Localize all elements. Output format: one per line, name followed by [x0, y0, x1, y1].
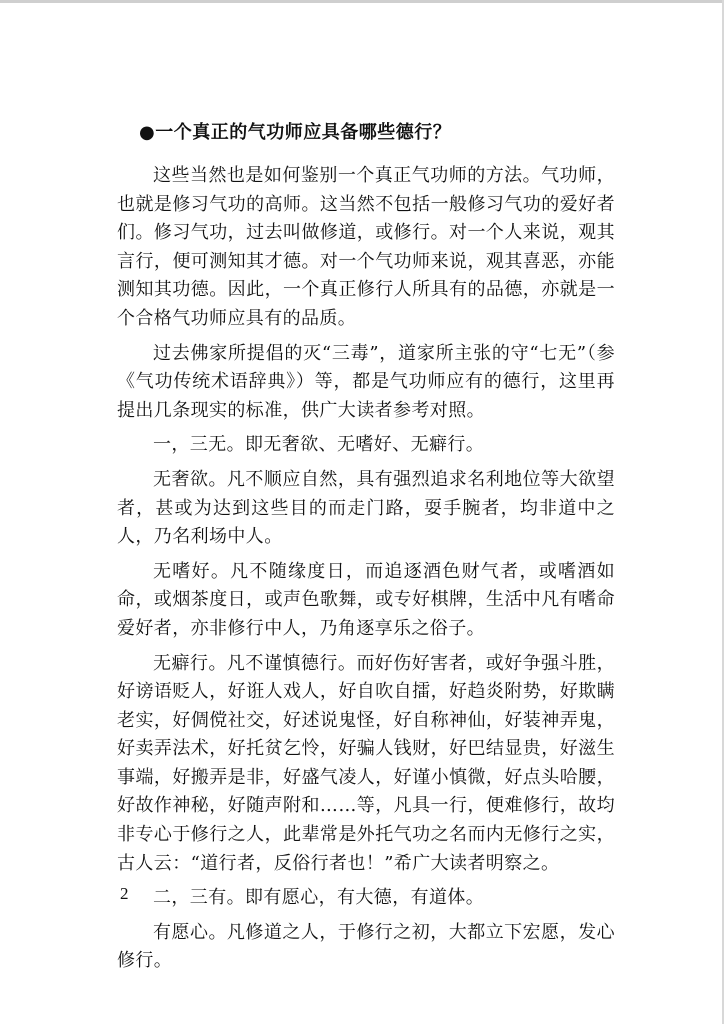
paragraph-3: 一，三无。即无奢欲、无嗜好、无癖行。	[153, 434, 485, 456]
page-body	[117, 118, 615, 982]
paragraph-2: 过去佛家所提倡的灭“三毒”，道家所主张的守“七无”（参《气功传统术语辞典》）等，都是气功师应有的德行，这里再提出几条现实的标准，供广大读者参考对照。	[117, 342, 615, 421]
bullet-icon: ●	[139, 122, 156, 143]
section-heading-text: 一个真正的气功师应具备哪些德行？	[155, 122, 452, 143]
paragraph-6: 无癖行。凡不谨慎德行。而好伤好害者，或好争强斗胜，好谤语贬人，好诳人戏人，好自吹自擂，好趋炎附势，好欺瞒老实，好倜傥社交，好述说鬼怪，好自称神仙，好装神弄鬼，好卖弄法术，好托贫乞怜，好骗人钱财，好巴结显贵，好滋生事端，好搬弄是非，好盛气凌人，好谨小慎微，好点头哈腰，好故作神秘，好随声附和……等，凡具一行，便难修行，故均非专心于修行之人，此辈常是外托气功之名而内无修行之实，古人云：“道行者，反俗行者也！”希广大读者明察之。	[117, 652, 615, 874]
paragraph-5: 无嗜好。凡不随缘度日，而追逐酒色财气者，或嗜酒如命，或烟茶度日，或声色歌舞，或专好棋牌，生活中凡有嗜命爱好者，亦非修行中人，乃角逐享乐之俗子。	[117, 560, 615, 639]
paragraph-8: 有愿心。凡修道之人，于修行之初，大都立下宏愿，发心修行。	[117, 921, 615, 972]
paragraph-1: 这些当然也是如何鉴别一个真正气功师的方法。气功师，也就是修习气功的高师。这当然不包括一般修习气功的爱好者们。修习气功，过去叫做修道，或修行。对一个人来说，观其言行，便可测知其才德。对一个气功师来说，观其喜恶，亦能测知其功德。因此，一个真正修行人所具有的品德，亦就是一个合格气功师应具有的品质。	[117, 165, 615, 329]
paragraph-4: 无奢欲。凡不顺应自然，具有强烈追求名利地位等大欲望者，甚或为达到这些目的而走门路，耍手腕者，均非道中之人，乃名利场中人。	[117, 468, 615, 548]
top-edge-line	[0, 0, 724, 3]
paragraph-7: 二，三有。即有愿心，有大德，有道体。	[153, 887, 485, 909]
section-heading	[139, 118, 615, 148]
page-number: 2	[120, 884, 129, 903]
